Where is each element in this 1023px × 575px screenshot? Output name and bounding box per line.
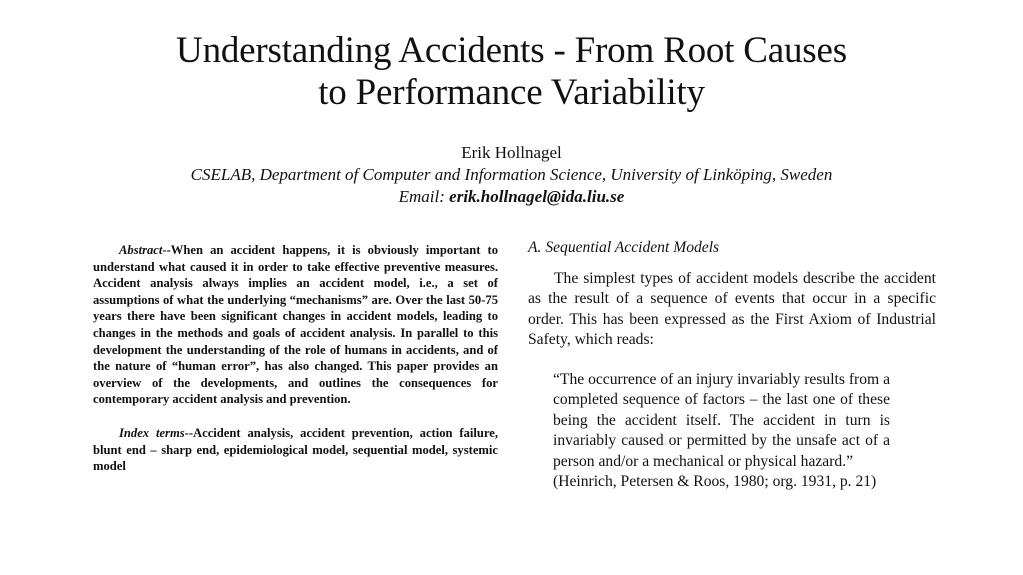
abstract-separator: --	[162, 243, 171, 257]
title-line-2: to Performance Variability	[318, 72, 705, 113]
paper-title	[0, 30, 1023, 114]
block-quote	[553, 370, 890, 493]
index-terms-separator: --	[184, 425, 194, 440]
section-heading: A. Sequential Accident Models	[528, 239, 720, 256]
email-label: Email:	[398, 187, 450, 206]
quote-citation: (Heinrich, Petersen & Roos, 1980; org. 1931, p. 21)	[553, 473, 877, 490]
quote-text: “The occurrence of an injury invariably results from a completed sequence of factors – the last one of these being the accident itself. The accident in turn is invariably caused or permitted by the unsafe act of a person and/or a mechanical or physical hazard.”	[553, 370, 890, 470]
left-column	[93, 242, 498, 475]
title-line-1: Understanding Accidents - From Root Causes	[176, 30, 847, 71]
abstract-label: Abstract	[119, 243, 163, 257]
author-name: Erik Hollnagel	[461, 143, 562, 162]
author-affiliation: CSELAB, Department of Computer and Information Science, University of Linköping, Sweden	[190, 165, 833, 184]
index-terms-label: Index terms	[119, 425, 185, 440]
abstract-text: When an accident happens, it is obviously important to understand what caused it in order to take effective preventive measures. Accident analysis always implies an accident model, i.e., a set of assumptions of what the underlying “mechanisms” are. Over the last 50-75 years there have been significant changes in accident models, leading to changes in the methods and goals of accident analysis. In parallel to this development the understanding of the role of humans in accidents, and of the nature of “human error”, has also changed. This paper provides an overview of the developments, and outlines the consequences for contemporary accident analysis and prevention.	[93, 243, 498, 407]
right-column	[528, 238, 936, 493]
abstract	[93, 242, 498, 408]
section-paragraph: The simplest types of accident models describe the accident as the result of a sequence of events that occur in a specific order. This has been expressed as the First Axiom of Industrial Safety, which reads:	[528, 269, 936, 348]
email-address[interactable]: erik.hollnagel@ida.liu.se	[449, 187, 625, 206]
index-terms	[93, 425, 498, 475]
author-email	[0, 187, 1023, 207]
index-terms-text: Accident analysis, accident prevention, action failure, blunt end – sharp end, epidemiological model, sequential model, systemic model	[93, 425, 498, 474]
